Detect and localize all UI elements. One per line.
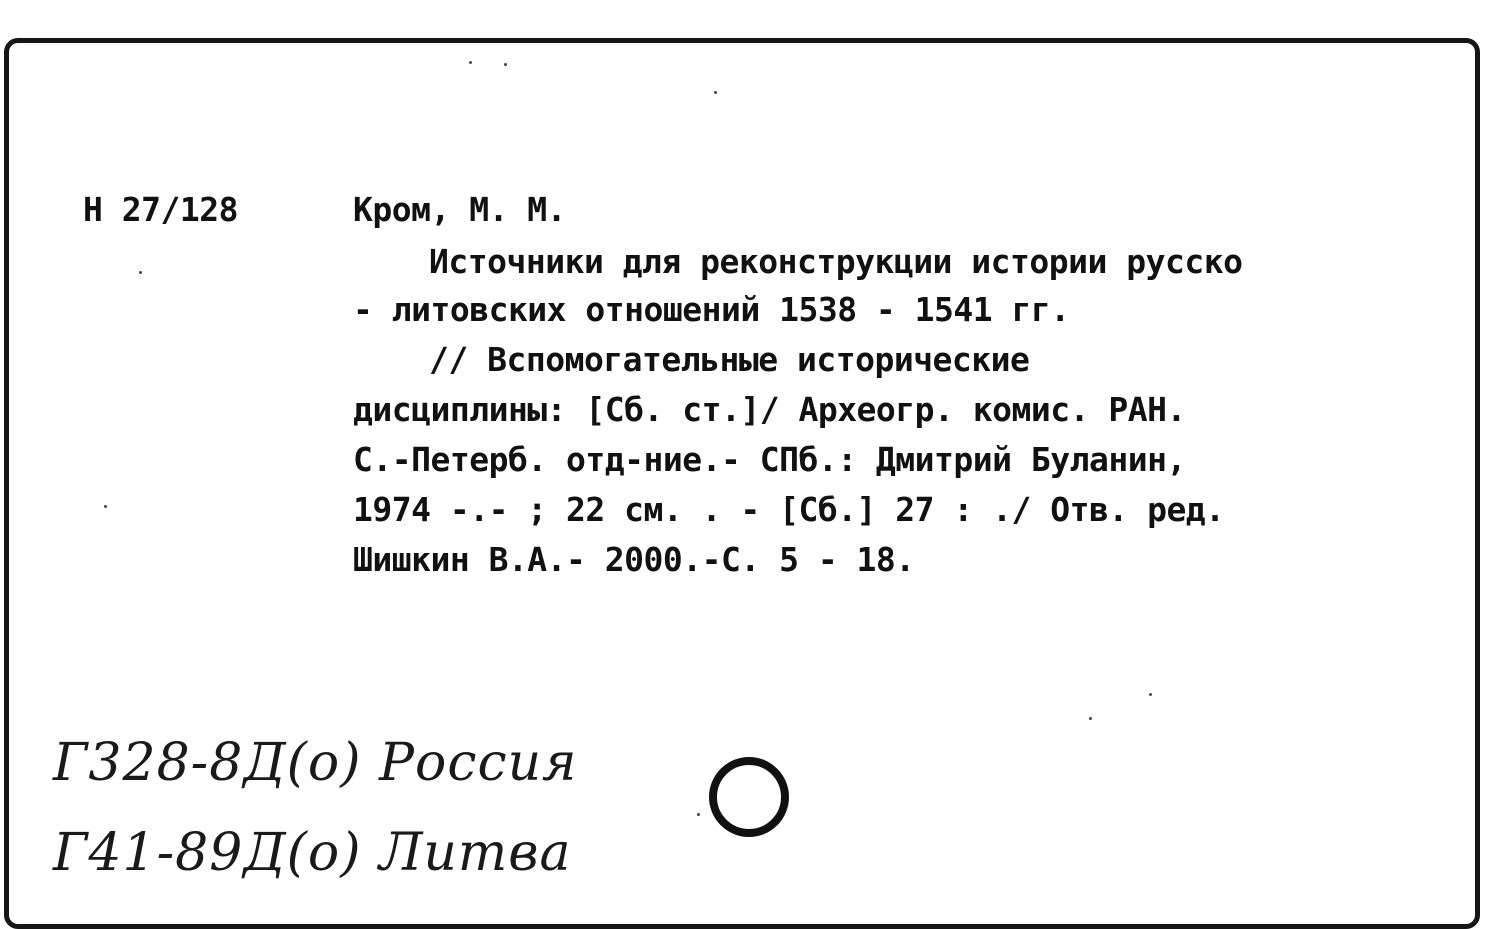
handwritten-classification-1: Г328-8Д(о) Россия [53, 733, 578, 793]
speck [697, 813, 700, 816]
description-line-5: С.-Петерб. отд-ние.- СПб.: Дмитрий Буланин, [353, 440, 1186, 479]
description-line-7: Шишкин В.А.- 2000.-С. 5 - 18. [353, 540, 915, 579]
speck [104, 505, 107, 508]
description-line-3: // Вспомогательные исторические [429, 340, 1030, 379]
description-line-1: Источники для реконструкции истории русско [429, 242, 1243, 281]
call-number: Н 27/128 [83, 190, 238, 229]
catalog-card [4, 38, 1480, 929]
speck [1089, 717, 1092, 720]
description-line-6: 1974 -.- ; 22 см. . - [Сб.] 27 : ./ Отв. ред. [353, 490, 1225, 529]
description-line-4: дисциплины: [Сб. ст.]/ Археогр. комис. РАН. [353, 390, 1186, 429]
speck [469, 61, 472, 64]
speck [1149, 693, 1152, 696]
handwritten-classification-2: Г41-89Д(о) Литва [53, 823, 572, 883]
punch-hole [709, 757, 789, 837]
speck [714, 91, 717, 94]
description-line-2: - литовских отношений 1538 - 1541 гг. [353, 290, 1070, 329]
speck [504, 63, 507, 66]
author-name: Кром, М. М. [353, 190, 567, 229]
speck [139, 271, 142, 274]
